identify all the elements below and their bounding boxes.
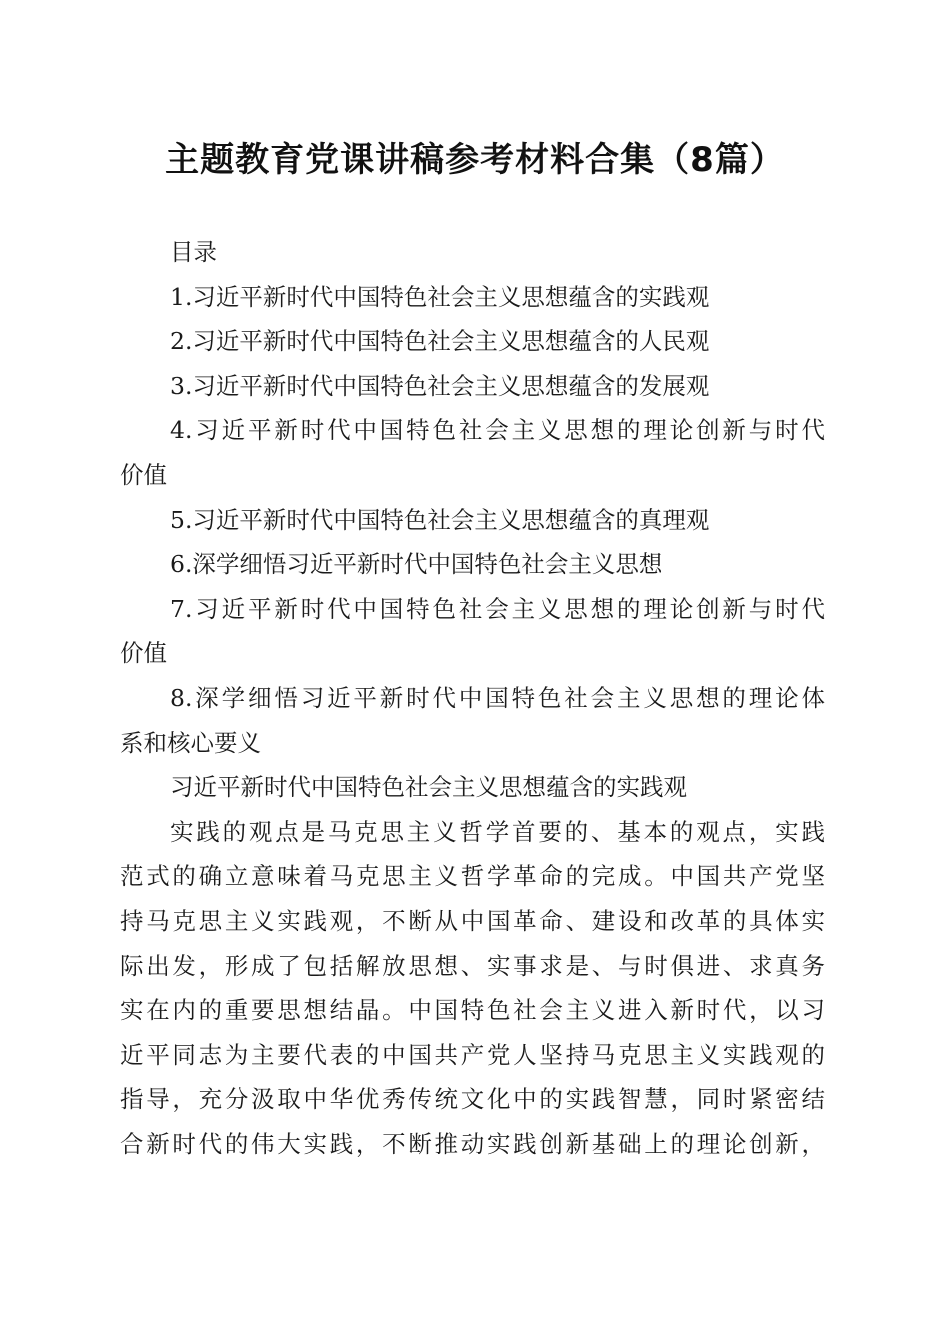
- paragraph-line-1: 实践的观点是马克思主义哲学首要的、基本的观点，实践: [170, 817, 825, 846]
- document-body: [120, 230, 825, 1166]
- toc-item-4: 4.习近平新时代中国特色社会主义思想的理论创新与时代: [170, 416, 825, 445]
- toc-item-4-continued: 价值: [120, 460, 167, 489]
- toc-item-8-continued: 系和核心要义: [120, 728, 261, 757]
- body-paragraph: [120, 810, 825, 1167]
- toc-item-7: 7.习近平新时代中国特色社会主义思想的理论创新与时代: [170, 594, 825, 623]
- table-of-contents: [120, 275, 825, 766]
- section-heading: 习近平新时代中国特色社会主义思想蕴含的实践观: [170, 773, 687, 802]
- paragraph-line-6: 近平同志为主要代表的中国共产党人坚持马克思主义实践观的: [120, 1040, 825, 1069]
- toc-item-6: 6.深学细悟习近平新时代中国特色社会主义思想: [170, 550, 663, 579]
- toc-heading: 目录: [170, 238, 217, 266]
- paragraph-line-3: 持马克思主义实践观，不断从中国革命、建设和改革的具体实: [120, 906, 825, 935]
- toc-item-3: 3.习近平新时代中国特色社会主义思想蕴含的发展观: [170, 371, 710, 400]
- paragraph-line-8: 合新时代的伟大实践，不断推动实践创新基础上的理论创新，: [120, 1129, 825, 1158]
- toc-item-2: 2.习近平新时代中国特色社会主义思想蕴含的人民观: [170, 327, 710, 356]
- paragraph-line-4: 际出发，形成了包括解放思想、实事求是、与时俱进、求真务: [120, 951, 825, 980]
- toc-item-8: 8.深学细悟习近平新时代中国特色社会主义思想的理论体: [170, 683, 825, 712]
- paragraph-line-5: 实在内的重要思想结晶。中国特色社会主义进入新时代，以习: [120, 996, 825, 1025]
- document-title: 主题教育党课讲稿参考材料合集（8篇）: [165, 140, 785, 180]
- toc-item-7-continued: 价值: [120, 639, 167, 668]
- toc-item-1: 1.习近平新时代中国特色社会主义思想蕴含的实践观: [170, 282, 710, 311]
- paragraph-line-7: 指导，充分汲取中华优秀传统文化中的实践智慧，同时紧密结: [120, 1085, 825, 1114]
- paragraph-line-2: 范式的确立意味着马克思主义哲学革命的完成。中国共产党坚: [120, 862, 825, 891]
- toc-item-5: 5.习近平新时代中国特色社会主义思想蕴含的真理观: [170, 505, 710, 534]
